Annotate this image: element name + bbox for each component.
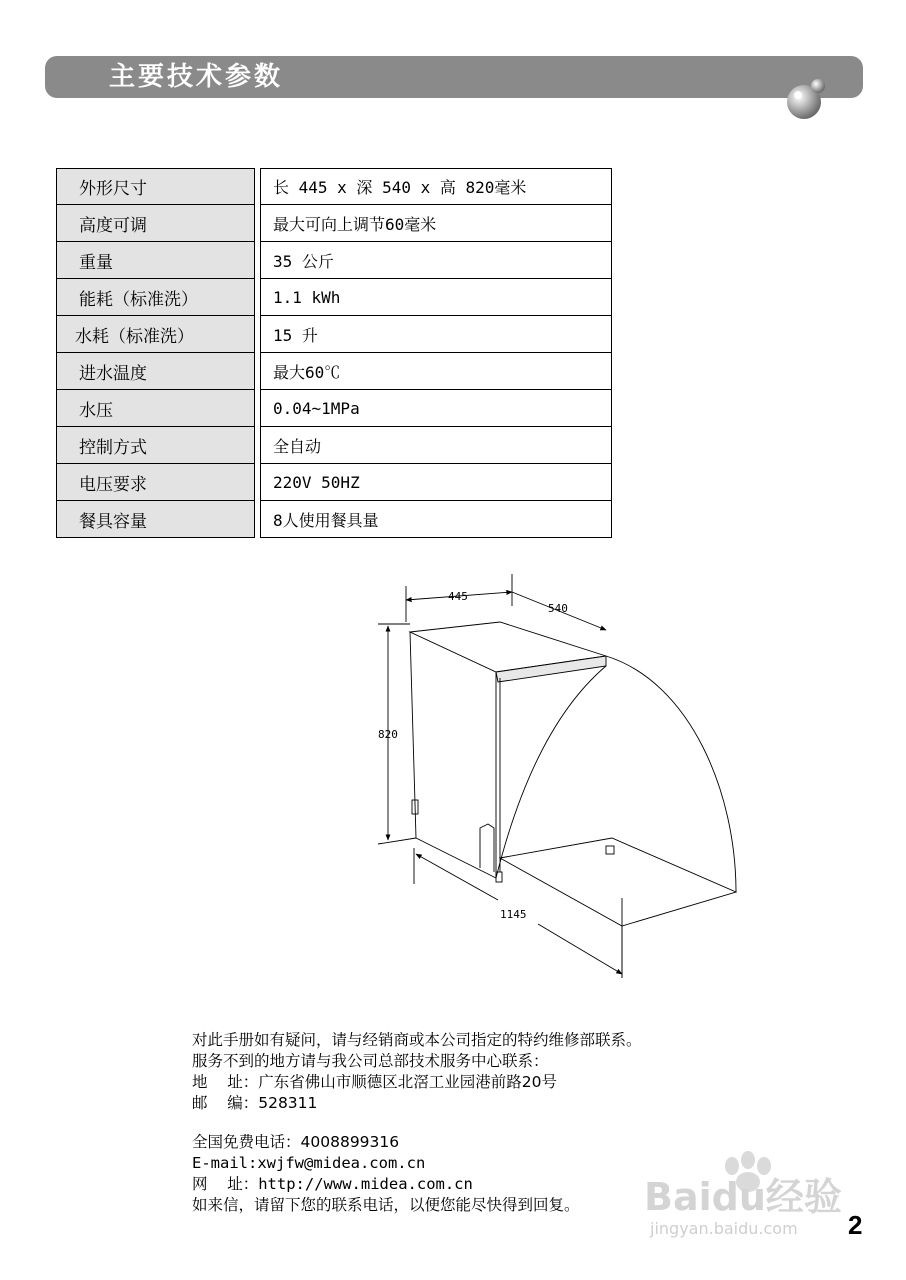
spec-value: 最大可向上调节60毫米: [260, 205, 612, 242]
spec-label: 进水温度: [56, 353, 255, 390]
spec-value: 全自动: [260, 427, 612, 464]
spec-label: 高度可调: [56, 205, 255, 242]
diagram-height-label: 820: [378, 728, 398, 741]
email-label: E-mail:: [192, 1154, 258, 1172]
diagram-depth-label: 540: [548, 602, 568, 615]
spec-row: [56, 427, 612, 464]
baidu-jingyan-watermark: [640, 1146, 855, 1242]
email-line: [192, 1153, 642, 1174]
contact-line: 服务不到的地方请与我公司总部技术服务中心联系：: [192, 1052, 549, 1070]
spec-row: [56, 464, 612, 501]
spec-value: 220V 50HZ: [260, 464, 612, 501]
spec-value: 15 升: [260, 316, 612, 353]
website-value: http://www.midea.com.cn: [258, 1175, 473, 1193]
spec-row: [56, 390, 612, 427]
page-number: 2: [848, 1210, 863, 1240]
email-value: xwjfw@midea.com.cn: [257, 1154, 426, 1172]
spec-row: [56, 242, 612, 279]
spec-label: 外形尺寸: [56, 168, 255, 205]
spec-label: 电压要求: [56, 464, 255, 501]
spec-row: [56, 168, 612, 205]
watermark-url: jingyan.baidu.com: [650, 1219, 798, 1238]
section-header-bar: [45, 56, 863, 98]
spec-value: 8人使用餐具量: [260, 501, 612, 538]
address-line: [192, 1072, 642, 1093]
contact-line: 如来信，请留下您的联系电话，以便您能尽快得到回复。: [192, 1196, 580, 1214]
spec-table: [56, 168, 612, 538]
spec-label: 餐具容量: [56, 501, 255, 538]
section-title: 主要技术参数: [109, 62, 284, 92]
watermark-brand: Baidu经验: [644, 1175, 842, 1219]
diagram-width-label: 445: [448, 590, 468, 603]
spec-value: 1.1 kWh: [260, 279, 612, 316]
spec-label: 水压: [56, 390, 255, 427]
spec-row: [56, 205, 612, 242]
website-label: 网 址：: [192, 1175, 259, 1193]
website-line: [192, 1174, 642, 1195]
diagram-door-open-label: 1145: [500, 908, 527, 921]
spec-label: 水耗（标准洗）: [56, 316, 255, 353]
spec-label: 重量: [56, 242, 255, 279]
spec-row: [56, 501, 612, 538]
address-value: 广东省佛山市顺德区北滘工业园港前路20号: [258, 1073, 557, 1091]
spec-label: 能耗（标准洗）: [56, 279, 255, 316]
spec-row: [56, 279, 612, 316]
postcode-line: [192, 1093, 642, 1114]
hotline-line: [192, 1132, 642, 1153]
postcode-value: 528311: [258, 1094, 318, 1112]
spec-label: 控制方式: [56, 427, 255, 464]
contact-line: 对此手册如有疑问，请与经销商或本公司指定的特约维修部联系。: [192, 1031, 642, 1049]
postcode-label: 邮 编：: [192, 1094, 259, 1112]
spec-row: [56, 353, 612, 390]
bubble-logo-icon: [784, 76, 830, 122]
contact-info: [192, 1030, 642, 1216]
spec-value: 35 公斤: [260, 242, 612, 279]
hotline-value: 4008899316: [300, 1133, 400, 1151]
spec-value: 0.04~1MPa: [260, 390, 612, 427]
hotline-label: 全国免费电话：: [192, 1133, 301, 1151]
dishwasher-dimension-diagram: [360, 572, 760, 992]
spec-value: 长 445 x 深 540 x 高 820毫米: [260, 168, 612, 205]
spec-row: [56, 316, 612, 353]
spec-value: 最大60℃: [260, 353, 612, 390]
address-label: 地 址：: [192, 1073, 259, 1091]
